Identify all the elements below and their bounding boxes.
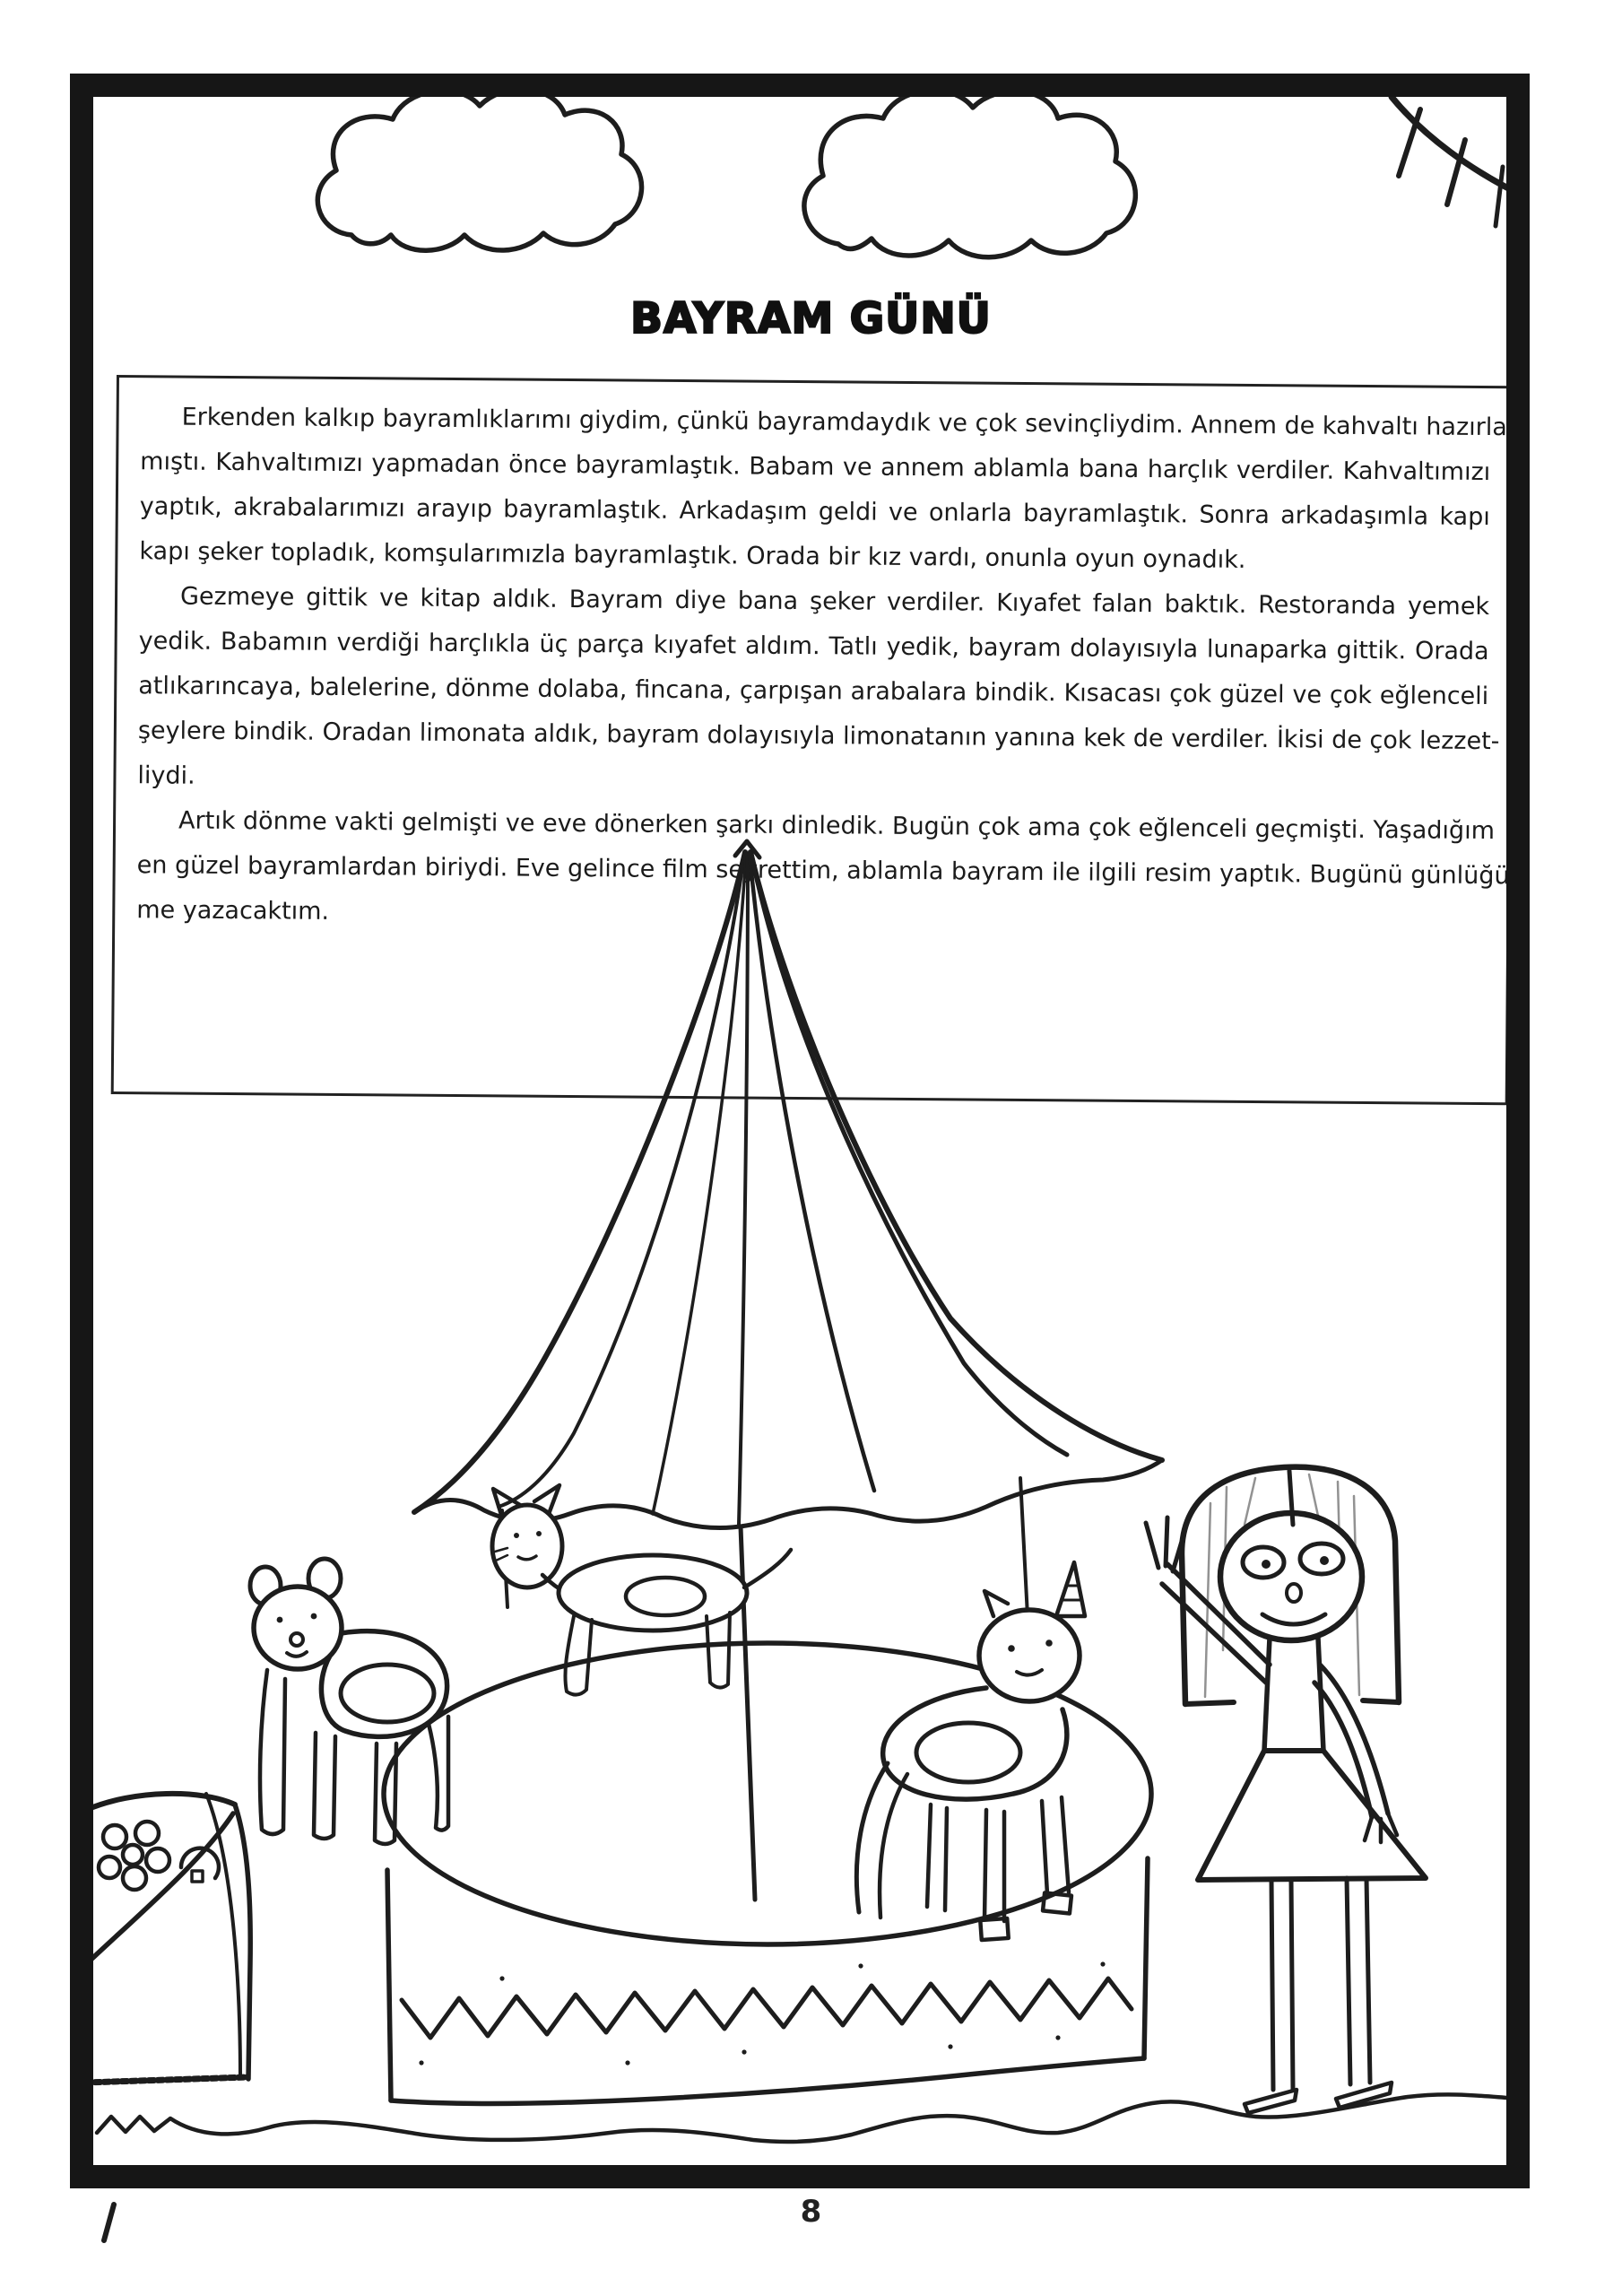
story-line: Gezmeye gittik ve kitap aldık. Bayram diye bana şeker verdiler. Kıyafet falan baktık. Restoranda yemek <box>179 582 1490 622</box>
page-title: BAYRAM GÜNÜ <box>630 294 992 344</box>
carousel-animal-cat <box>492 1485 791 1695</box>
story-line: en güzel bayramlardan biriydi. Eve gelince film seyrettim, ablamla bayram ile ilgili resim yaptık. Bugünü günlüğü- <box>136 851 1519 891</box>
story-line: yaptık, akrabalarımızı arayıp bayramlaştık. Arkadaşım geldi ve onlarla bayramlaştık. Sonra arkadaşımla kapı <box>139 492 1490 532</box>
sun-icon <box>1392 97 1526 226</box>
cloud-icon-right <box>804 91 1135 257</box>
story-line: liydi. <box>137 761 195 790</box>
story-line: kapı şeker topladık, komşularımızla bayramlaştık. Orada bir kız vardı, onunla oyun oynadık. <box>139 537 1246 574</box>
story-line: Artık dönme vakti gelmişti ve eve dönerken şarkı dinledik. Bugün çok ama çok eğlenceli geçmişti. Yaşadığım <box>178 806 1496 846</box>
story-textbox <box>111 375 1519 1105</box>
story-line: atlıkarıncaya, balelerine, dönme dolaba, fincana, çarpışan arabalara bindik. Kısacası çok güzel ve çok eğlenceli <box>138 672 1489 711</box>
ground-line <box>97 2094 1520 2142</box>
story-line: şeylere bindik. Oradan limonata aldık, bayram dolayısıyla limonatanın yanına kek de verdiler. İkisi de çok lezzet- <box>137 717 1500 756</box>
cloud-icon-left <box>317 89 641 250</box>
carousel-platform <box>384 1643 1151 2103</box>
story-line: Erkenden kalkıp bayramlıklarımı giydim, çünkü bayramdaydık ve çok sevinçliydim. Annem de kahvaltı hazırla- <box>181 403 1516 442</box>
carousel-animal-unicorn <box>856 1562 1085 1940</box>
story-line: me yazacaktım. <box>136 896 330 926</box>
girl-figure <box>1146 1467 1426 2113</box>
carousel-pole <box>741 1526 755 1900</box>
story-line: yedik. Babamın verdiği harçlıkla üç parça kıyafet aldım. Tatlı yedik, bayram dolayısıyla lunaparka gittik. Orada <box>138 627 1489 666</box>
page-number: 8 <box>800 2194 822 2230</box>
story-line: mıştı. Kahvaltımızı yapmadan önce bayramlaştık. Babam ve annem ablamla bana harçlık verdiler. Kahvaltımızı <box>140 448 1491 487</box>
carousel-animal-bear <box>250 1559 448 1844</box>
package-drawing <box>86 1794 250 2083</box>
